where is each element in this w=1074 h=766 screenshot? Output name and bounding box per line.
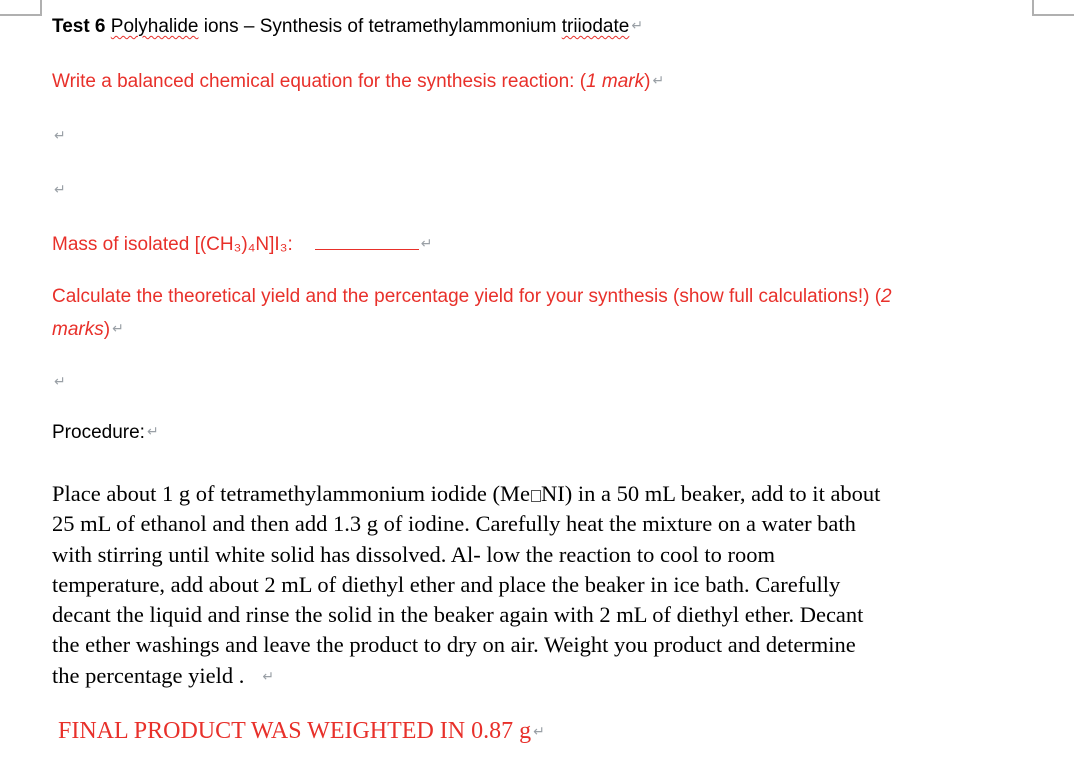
question-yield-close: ) bbox=[103, 319, 111, 340]
paragraph-mark-icon: ↵ bbox=[533, 724, 545, 740]
paragraph-mark-icon: ↵ bbox=[631, 18, 644, 34]
test-number: Test 6 bbox=[52, 16, 106, 37]
title-word-polyhalide: Polyhalide bbox=[110, 16, 199, 37]
procedure-text bbox=[52, 479, 1042, 692]
paragraph-mark-icon: ↵ bbox=[54, 374, 66, 390]
empty-paragraph bbox=[52, 372, 66, 394]
paragraph-mark-icon: ↵ bbox=[112, 321, 124, 337]
question-equation bbox=[52, 71, 664, 93]
question-yield bbox=[52, 286, 892, 308]
paragraph-mark-icon: ↵ bbox=[54, 182, 66, 198]
question-equation-close: ) bbox=[644, 71, 651, 92]
mass-blank-line[interactable] bbox=[315, 231, 419, 250]
procedure-heading-text: Procedure: bbox=[52, 422, 145, 443]
empty-paragraph bbox=[52, 126, 66, 148]
document-title bbox=[52, 16, 643, 38]
procedure-line: temperature, add about 2 mL of diethyl ether and place the beaker in ice bath. Carefully bbox=[52, 571, 841, 597]
page-corner-top-right bbox=[1032, 0, 1074, 16]
title-word-triiodate: triiodate bbox=[561, 16, 630, 37]
final-product-note bbox=[58, 718, 545, 745]
question-equation-marks: 1 mark bbox=[586, 71, 645, 92]
title-middle: ions – Synthesis of tetramethylammonium bbox=[198, 16, 562, 37]
paragraph-mark-icon: ↵ bbox=[54, 128, 66, 144]
paragraph-mark-icon: ↵ bbox=[262, 668, 275, 685]
paragraph-mark-icon: ↵ bbox=[420, 236, 433, 252]
procedure-line: decant the liquid and rinse the solid in the beaker again with 2 mL of diethyl ether. Decant bbox=[52, 602, 864, 628]
paragraph-mark-icon: ↵ bbox=[146, 424, 159, 440]
question-yield-marks-word: marks bbox=[52, 319, 104, 340]
question-yield-marks-number: 2 bbox=[881, 286, 892, 307]
empty-paragraph bbox=[52, 180, 66, 202]
final-product-text: FINAL PRODUCT WAS WEIGHTED IN 0.87 g bbox=[58, 718, 532, 744]
procedure-line: with stirring until white solid has dissolved. Al- low the reaction to cool to room bbox=[52, 541, 776, 567]
question-yield-cont bbox=[52, 319, 124, 341]
procedure-line: 25 mL of ethanol and then add 1.3 g of iodine. Carefully heat the mixture on a water bath bbox=[52, 511, 856, 537]
procedure-line: the ether washings and leave the product to dry on air. Weight you product and determine bbox=[52, 632, 856, 658]
procedure-line: the percentage yield . ↵ bbox=[52, 662, 275, 688]
page-corner-top-left bbox=[0, 0, 42, 16]
procedure-heading bbox=[52, 422, 159, 444]
missing-glyph-icon bbox=[531, 490, 541, 502]
question-yield-text: Calculate the theoretical yield and the percentage yield for your synthesis (show full calculations!) ( bbox=[52, 286, 882, 307]
paragraph-mark-icon: ↵ bbox=[652, 73, 665, 89]
question-equation-text: Write a balanced chemical equation for the synthesis reaction: ( bbox=[52, 71, 587, 92]
mass-label: Mass of isolated [(CH₃)₄N]I₃: bbox=[52, 234, 293, 255]
procedure-line: Place about 1 g of tetramethylammonium iodide (Me NI) in a 50 mL beaker, add to it about bbox=[52, 481, 881, 506]
mass-isolated bbox=[52, 231, 432, 256]
